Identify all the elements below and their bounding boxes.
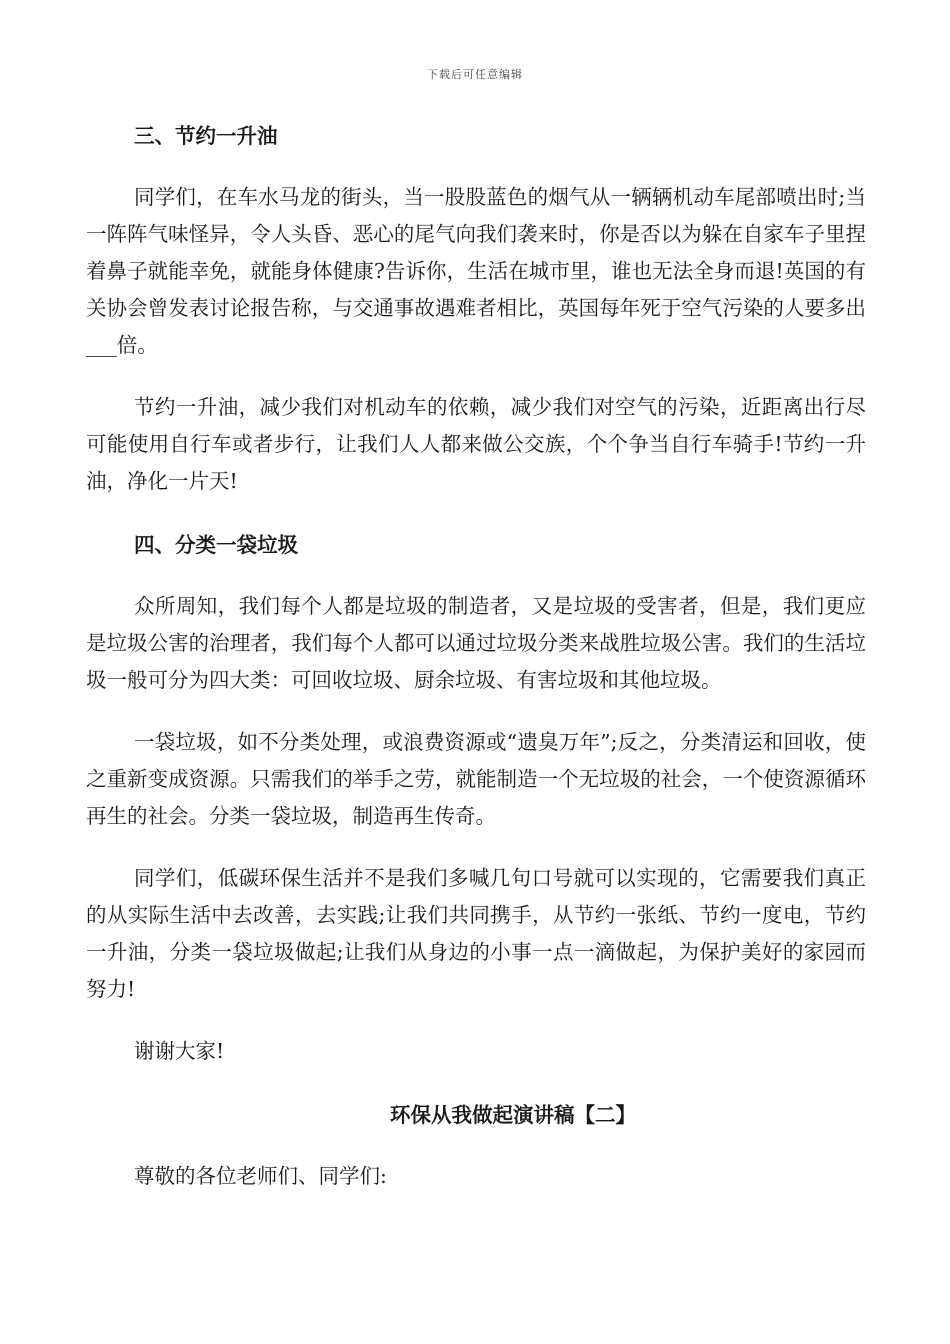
- page-header-note: 下载后可任意编辑: [427, 68, 523, 81]
- paragraph-closing-appeal: 同学们，低碳环保生活并不是我们多喊几句口号就可以实现的，它需要我们真正的从实际生活中去改善，去实践;让我们共同携手，从节约一张纸、节约一度电，节约一升油，分类一袋垃圾做起;让我们从身边的小事一点一滴做起，为保护美好的家园而努力!: [86, 866, 866, 1001]
- paragraph-save-oil-call: 节约一升油，减少我们对机动车的依赖，减少我们对空气的污染，近距离出行尽可能使用自行车或者步行，让我们人人都来做公交族，个个争当自行车骑手!节约一升油，净化一片天!: [86, 395, 866, 493]
- paragraph-thanks: 谢谢大家!: [134, 1039, 225, 1063]
- document-body: [86, 116, 866, 1220]
- paragraph-exhaust-pollution: 同学们，在车水马龙的街头，当一股股蓝色的烟气从一辆辆机动车尾部喷出时;当一阵阵气味怪异，令人头昏、恶心的尾气向我们袭来时，你是否以为躲在自家车子里捏着鼻子就能幸免，就能身体健康?告诉你，生活在城市里，谁也无法全身而退!英国的有关协会曾发表讨论报告称，与交通事故遇难者相比，英国每年死于空气污染的人要多出___倍。: [86, 185, 866, 357]
- speech-two-title: 环保从我做起演讲稿【二】: [390, 1103, 636, 1127]
- paragraph-garbage-recycling: 一袋垃圾，如不分类处理，或浪费资源或“遗臭万年”;反之，分类清运和回收，使之重新变成资源。只需我们的举手之劳，就能制造一个无垃圾的社会，一个使资源循环再生的社会。分类一袋垃圾，制造再生传奇。: [86, 730, 866, 828]
- paragraph-greeting: 尊敬的各位老师们、同学们:: [134, 1164, 387, 1188]
- section-heading-save-oil: 三、节约一升油: [134, 124, 278, 148]
- section-heading-sort-garbage: 四、分类一袋垃圾: [134, 533, 298, 557]
- paragraph-garbage-categories: 众所周知，我们每个人都是垃圾的制造者，又是垃圾的受害者，但是，我们更应是垃圾公害的治理者，我们每个人都可以通过垃圾分类来战胜垃圾公害。我们的生活垃圾一般可分为四大类：可回收垃圾、厨余垃圾、有害垃圾和其他垃圾。: [86, 594, 866, 692]
